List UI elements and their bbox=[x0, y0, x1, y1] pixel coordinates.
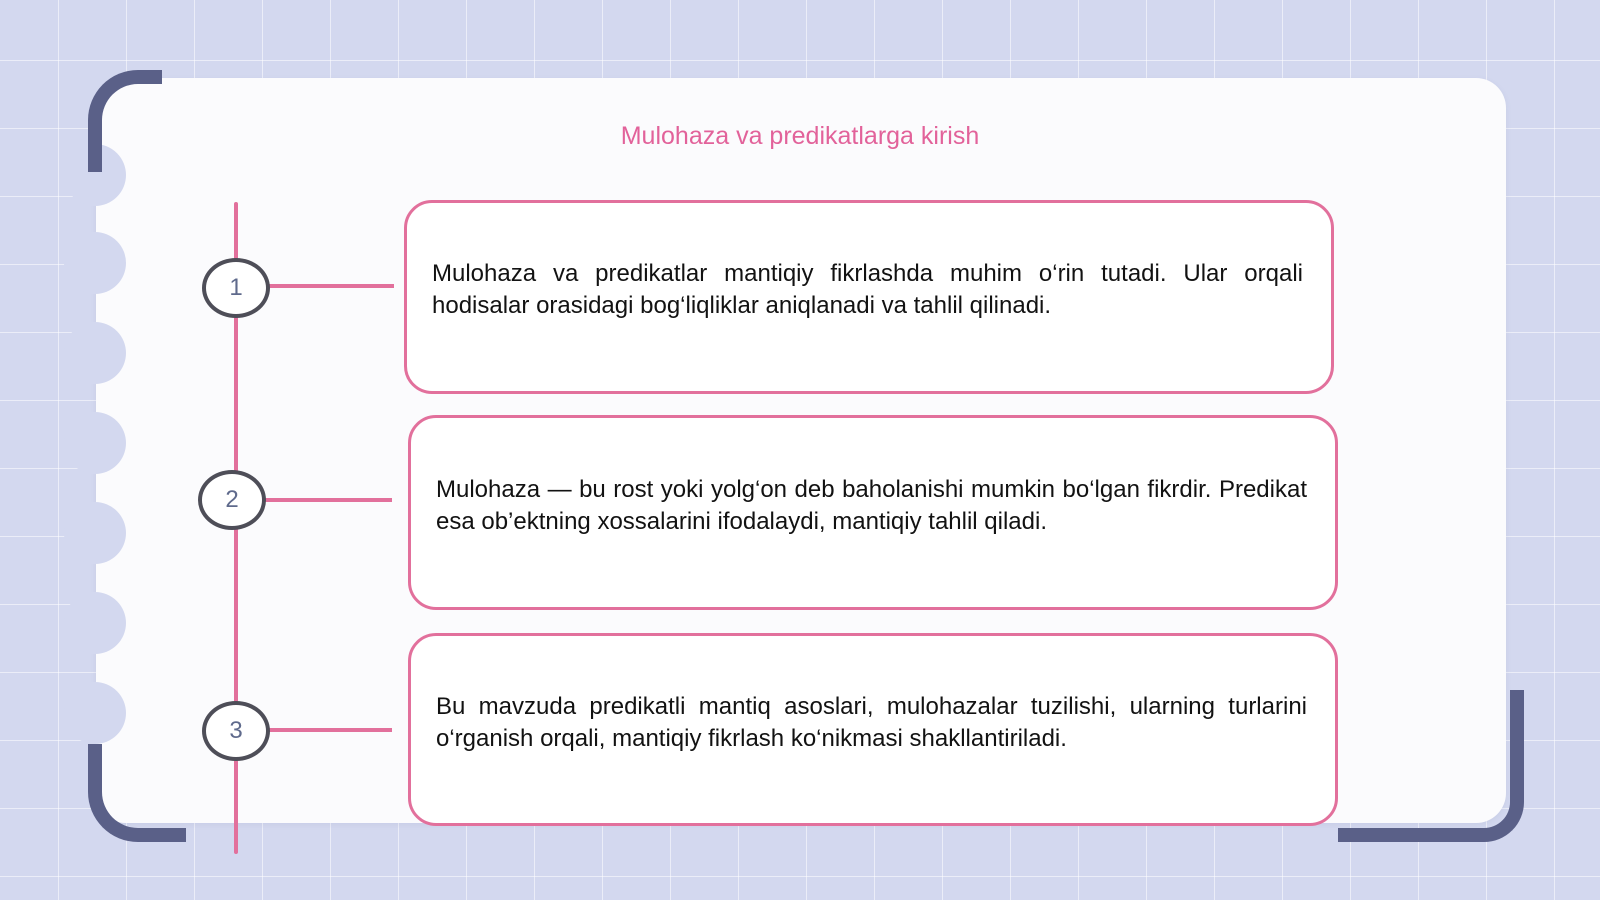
paper-scallop bbox=[64, 682, 126, 744]
connector-2 bbox=[262, 498, 392, 502]
step-text: Mulohaza — bu rost yoki yolg‘on deb baholanishi mumkin bo‘lgan fikrdir. Predikat esa ob’ektning xossalarini ifodalaydi, mantiqiy tahlil qiladi. bbox=[436, 475, 1307, 535]
paper-scallop bbox=[64, 592, 126, 654]
frame-corner-bottom-left bbox=[88, 744, 186, 842]
step-card-1 bbox=[404, 200, 1334, 394]
paper-scallop bbox=[64, 502, 126, 564]
step-text: Bu mavzuda predikatli mantiq asoslari, mulohazalar tuzilishi, ularning turlarini o‘rganish orqali, mantiqiy fikrlash ko‘nikmasi shakllantiriladi. bbox=[436, 692, 1307, 752]
slide-title: Mulohaza va predikatlarga kirish bbox=[620, 122, 980, 150]
paper-scallop bbox=[64, 412, 126, 474]
step-number-label: 3 bbox=[229, 717, 243, 744]
step-number-2 bbox=[198, 470, 266, 530]
step-text: Mulohaza va predikatlar mantiqiy fikrlashda muhim o‘rin tutadi. Ular orqali hodisalar orasidagi bog‘liqliklar aniqlanadi va tahlil qilinadi. bbox=[432, 260, 1303, 319]
step-card-3 bbox=[408, 633, 1338, 826]
step-number-label: 1 bbox=[229, 274, 243, 301]
frame-corner-top-left bbox=[88, 70, 162, 172]
step-number-label: 2 bbox=[225, 486, 239, 513]
paper-scallop bbox=[64, 322, 126, 384]
paper-scallop bbox=[64, 232, 126, 294]
step-card-2 bbox=[408, 415, 1338, 610]
connector-3 bbox=[266, 728, 392, 732]
frame-corner-bottom-right bbox=[1338, 690, 1524, 842]
connector-1 bbox=[266, 284, 394, 288]
step-number-3 bbox=[202, 701, 270, 761]
step-number-1 bbox=[202, 258, 270, 318]
